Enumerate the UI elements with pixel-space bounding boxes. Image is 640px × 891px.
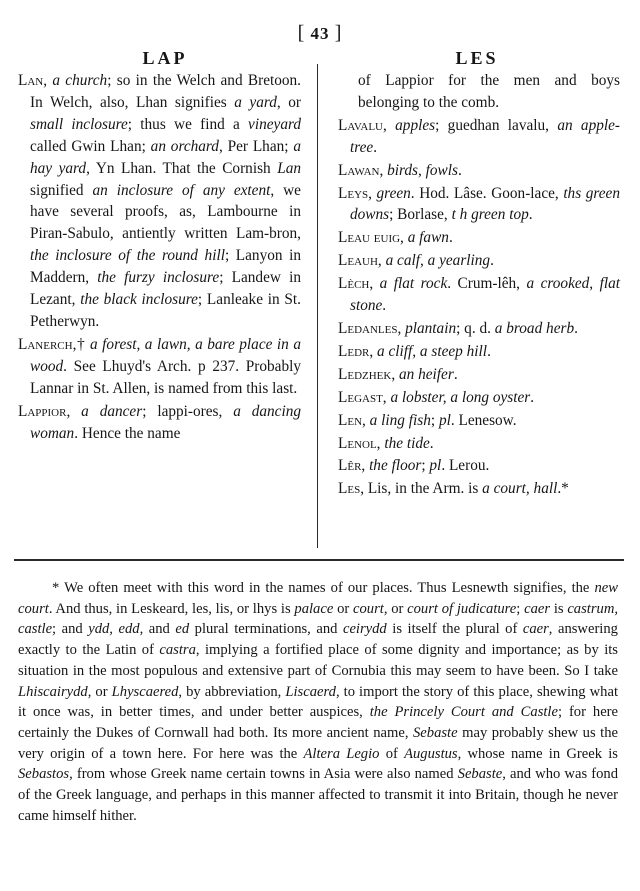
italic-text: Altera Legio xyxy=(303,745,380,762)
footnote-rule xyxy=(14,559,624,561)
italic-text: Sebastos xyxy=(18,766,70,783)
text-run: , xyxy=(391,365,399,383)
dictionary-entry xyxy=(338,478,620,500)
dictionary-entry xyxy=(18,401,301,445)
text-run: of xyxy=(379,745,405,762)
italic-text: an apple-tree xyxy=(350,116,620,156)
text-run: . xyxy=(457,161,462,179)
italic-text: Sebaste xyxy=(413,724,458,741)
headword: Ledr xyxy=(338,342,370,360)
text-run: . xyxy=(373,138,378,156)
text-run: , implying a fortified place of some dignity and importance; as by its situation in the most populous and extensive part of Cornubia this may seem to have been. So I take xyxy=(18,642,618,679)
text-run: , xyxy=(369,275,380,293)
italic-text: Lhiscairydd xyxy=(18,683,88,700)
dictionary-entry xyxy=(18,334,301,400)
dictionary-entry xyxy=(338,70,620,114)
text-run: , Yn Lhan. That the Cornish xyxy=(86,159,278,177)
italic-text: green xyxy=(376,184,411,202)
text-run: called Gwin Lhan; xyxy=(30,137,151,155)
text-run: is xyxy=(550,600,568,617)
italic-text: a court, hall xyxy=(482,480,558,498)
headword: Lappior xyxy=(18,402,67,420)
text-run: . xyxy=(528,206,533,224)
italic-text: ydd, edd xyxy=(88,621,140,638)
text-run: of Lappior for the men and boys belonging to the comb. xyxy=(358,72,620,111)
text-run: , xyxy=(397,319,406,337)
italic-text: the inclosure of the round hill xyxy=(30,247,225,265)
text-run: may probably shew us the very origin of a town here. For here was the xyxy=(18,724,618,762)
italic-text: castra xyxy=(159,642,196,659)
text-run: ; for here certainly the Dukes of Cornwall had both. Its more ancient name, xyxy=(18,704,619,741)
text-run: , xyxy=(376,434,385,452)
headword: Ledzhek xyxy=(338,365,392,383)
text-run: ; lappi-ores, xyxy=(142,402,234,420)
italic-text: ceirydd xyxy=(342,621,387,638)
headword: Les xyxy=(338,480,361,498)
text-run: . xyxy=(487,342,491,360)
italic-text: a fawn xyxy=(407,229,449,247)
italic-text: birds, fowls xyxy=(387,161,458,179)
italic-text: a dancing woman xyxy=(30,402,301,442)
headword: Lavalu xyxy=(338,116,384,134)
headword: Lan xyxy=(18,72,44,89)
text-run: , xyxy=(368,184,377,202)
text-run: , xyxy=(66,402,82,420)
headword: Legast xyxy=(338,388,383,406)
text-run: , xyxy=(382,388,391,406)
headword: Lawan xyxy=(338,161,380,179)
left-running-head: LAP xyxy=(142,48,188,68)
text-run: , xyxy=(400,229,408,247)
dictionary-entry xyxy=(338,410,620,432)
italic-text: new court xyxy=(18,580,618,617)
italic-text: pl xyxy=(438,411,451,429)
dictionary-entry xyxy=(338,250,620,272)
text-run: . See Lhuyd's Arch. p 237. Probably Lannar in St. Allen, is named from this last. xyxy=(30,357,301,397)
dictionary-entry xyxy=(338,387,620,409)
text-run: . xyxy=(574,319,578,337)
text-run: , we have several proofs, as, Lambourne in Piran-Sabulo, antiently written Lam-bron, xyxy=(30,181,301,243)
italic-text: a dancer xyxy=(81,402,143,420)
text-run: ; and xyxy=(52,621,89,638)
dictionary-entry xyxy=(338,160,620,182)
text-run: , and who was fond of the Greek language, and perhaps in this manner affected to transmit it into Britain, though he never came himself hither. xyxy=(18,766,618,824)
page-number xyxy=(0,22,640,45)
text-run: , xyxy=(377,252,386,270)
italic-text: a flat rock xyxy=(379,275,448,293)
left-column xyxy=(18,70,301,445)
text-run: ; Borlase, xyxy=(389,206,452,224)
text-run: . Crum-lêh, xyxy=(447,275,527,293)
left-bracket: [ xyxy=(297,22,306,44)
text-run: ; so in the Welch and Bretoon. In Welch, also, Lhan signifies xyxy=(30,72,301,111)
text-run: . Hod. Lâse. Goon-lace, xyxy=(410,184,564,202)
dictionary-entry xyxy=(338,318,620,340)
text-run: ; thus we find a xyxy=(127,115,249,133)
text-run: . Lenesow. xyxy=(450,411,517,429)
text-run: , and xyxy=(139,621,176,638)
italic-text: a yard xyxy=(234,93,277,111)
text-run: , xyxy=(383,116,396,134)
dictionary-entry xyxy=(338,364,620,386)
italic-text: a broad herb xyxy=(494,319,575,337)
italic-text: small inclosure xyxy=(30,115,128,133)
text-run: .* xyxy=(557,480,569,498)
dictionary-entry xyxy=(338,227,620,249)
italic-text: caer xyxy=(522,621,549,638)
text-run: , xyxy=(369,342,378,360)
italic-text: caer xyxy=(524,600,551,617)
italic-text: Liscaerd xyxy=(285,683,336,700)
headword: Len xyxy=(338,411,363,429)
page-number-value: 43 xyxy=(310,24,330,43)
dictionary-entry xyxy=(338,183,620,227)
text-run: ; q. d. xyxy=(456,319,495,337)
right-bracket: ] xyxy=(334,22,343,44)
text-run: . xyxy=(453,365,458,383)
headword: Lèch xyxy=(338,275,370,293)
right-column xyxy=(338,70,620,501)
italic-text: Augustus xyxy=(404,745,458,762)
text-run: , or xyxy=(383,600,408,617)
column-divider xyxy=(317,64,318,548)
text-run: , from whose Greek name certain towns in Asia were also named xyxy=(69,766,458,783)
text-run: . Lerou. xyxy=(441,457,490,475)
italic-text: a lobster, a long oyster xyxy=(390,388,531,406)
italic-text: the black inclosure xyxy=(80,291,198,309)
text-run: , to import the story of this place, shewing what it once was, in better times, and under better auspices, xyxy=(18,683,619,721)
text-run: . xyxy=(448,229,453,247)
text-run: , xyxy=(362,411,370,429)
dictionary-entry xyxy=(338,455,620,477)
italic-text: a calf, a yearling xyxy=(385,252,491,270)
italic-text: pl xyxy=(429,457,442,475)
italic-text: ed xyxy=(175,621,190,638)
italic-text: a crooked, flat stone xyxy=(350,275,620,315)
headword: Lanerch xyxy=(18,335,73,353)
text-run: ; xyxy=(430,411,439,429)
text-run: , or xyxy=(276,93,301,111)
text-run: , xyxy=(361,457,370,475)
italic-text: court xyxy=(353,600,384,617)
italic-text: court of judicature xyxy=(407,600,517,617)
text-run: or xyxy=(333,600,353,617)
italic-text: the Princely Court and Castle xyxy=(369,704,558,721)
dictionary-entry xyxy=(338,341,620,363)
italic-text: apples xyxy=(395,116,436,134)
text-run: , xyxy=(379,161,388,179)
headword: Leau euig xyxy=(338,229,401,247)
text-run: ; xyxy=(421,457,430,475)
italic-text: plantain xyxy=(405,319,457,337)
footnote xyxy=(18,578,618,826)
italic-text: vineyard xyxy=(248,115,301,133)
text-run: . xyxy=(429,434,434,452)
italic-text: a church xyxy=(52,72,108,89)
dictionary-entry xyxy=(338,115,620,159)
text-run: , xyxy=(43,72,53,89)
text-run: , Lis, in the Arm. is xyxy=(360,480,483,498)
right-running-head: LES xyxy=(455,48,499,68)
headword: Ledanles xyxy=(338,319,398,337)
text-run: is itself the plural of xyxy=(386,621,523,638)
text-run: ,† xyxy=(72,335,90,353)
italic-text: the tide xyxy=(384,434,430,452)
italic-text: Sebaste xyxy=(457,766,503,783)
text-run: plural terminations, and xyxy=(189,621,343,638)
italic-text: a ling fish xyxy=(369,411,431,429)
italic-text: ths green downs xyxy=(350,184,620,224)
italic-text: an heifer xyxy=(399,365,454,383)
dictionary-entry xyxy=(338,273,620,317)
italic-text: a cliff, a steep hill xyxy=(377,342,488,360)
headword: Leys xyxy=(338,184,369,202)
text-run: . xyxy=(382,297,387,315)
text-run: ; guedhan lavalu, xyxy=(435,116,558,134)
italic-text: a hay yard xyxy=(30,137,301,177)
text-run: , by abbreviation, xyxy=(178,683,286,700)
italic-text: the floor xyxy=(369,457,422,475)
text-run: ; Lanleake in St. Petherwyn. xyxy=(30,291,301,330)
dictionary-entry xyxy=(338,433,620,455)
text-run: , whose name in Greek is xyxy=(457,745,618,762)
text-run: , answering exactly to the Latin of xyxy=(18,621,618,659)
italic-text: an orchard xyxy=(150,137,219,155)
italic-text: the furzy inclosure xyxy=(97,269,220,287)
italic-text: Lhyscaered xyxy=(111,683,179,700)
text-run: ; Landew in Lezant, xyxy=(30,269,301,309)
text-run: signified xyxy=(30,181,93,199)
italic-text: palace xyxy=(294,600,334,617)
text-run: , or xyxy=(87,683,112,700)
dictionary-entry xyxy=(18,70,301,333)
text-run: ; Lanyon in Maddern, xyxy=(30,247,301,287)
italic-text: t h green top xyxy=(451,206,529,224)
italic-text: castrum, castle xyxy=(18,600,619,638)
headword: Leauh xyxy=(338,252,378,270)
italic-text: Lan xyxy=(277,159,301,177)
italic-text: a forest, a lawn, a bare place in a wood xyxy=(30,335,302,375)
text-run: . And thus, in Leskeard, les, lis, or lhys is xyxy=(48,600,295,617)
text-run: , Per Lhan; xyxy=(218,137,294,155)
italic-text: an inclosure of any extent xyxy=(92,181,271,199)
text-run: ; xyxy=(516,600,525,617)
text-run: . xyxy=(490,252,494,270)
headword: Lenol xyxy=(338,434,377,452)
text-run: . xyxy=(530,388,535,406)
text-run: . Hence the name xyxy=(74,424,181,442)
headword: Lêr xyxy=(338,457,362,475)
text-run: * We often meet with this word in the names of our places. Thus Lesnewth signifies, the xyxy=(52,580,595,596)
